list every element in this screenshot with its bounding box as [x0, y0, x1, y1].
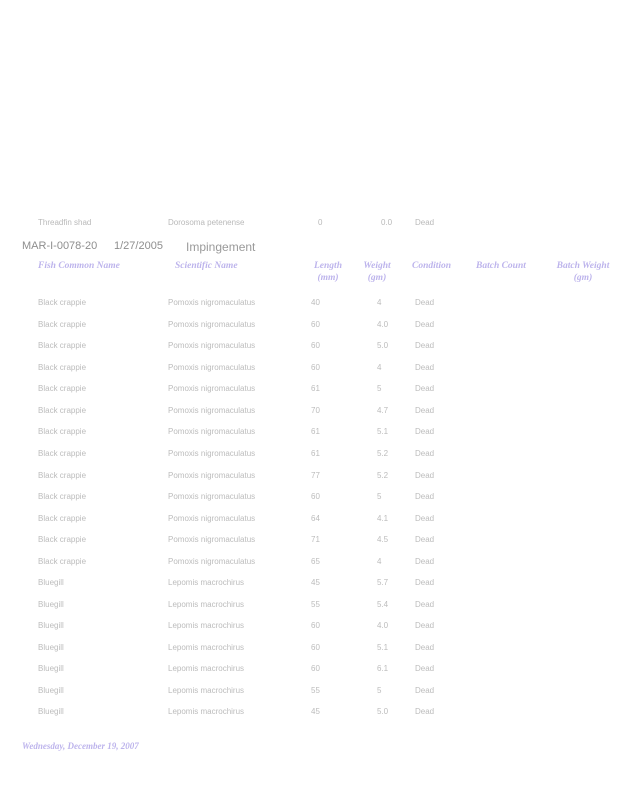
weight-cell: 4 [377, 557, 382, 566]
common-name-cell: Black crappie [38, 449, 87, 458]
weight-cell: 5.1 [377, 643, 389, 652]
weight-cell: 5 [377, 492, 382, 501]
table-row [0, 557, 618, 571]
common-name-cell: Black crappie [38, 384, 87, 393]
length-cell: 60 [311, 621, 320, 630]
common-name-cell: Bluegill [38, 578, 64, 587]
common-name-cell: Black crappie [38, 406, 87, 415]
column-headers [0, 260, 618, 290]
scientific-name-cell: Lepomis macrochirus [168, 686, 245, 695]
length-cell: 64 [311, 514, 320, 523]
column-header-condition: Condition [412, 261, 452, 271]
length-cell: 60 [311, 341, 320, 350]
scientific-name-cell: Lepomis macrochirus [168, 664, 245, 673]
condition-cell: Dead [415, 218, 435, 227]
length-cell: 40 [311, 298, 320, 307]
scientific-name-cell: Lepomis macrochirus [168, 600, 245, 609]
scientific-name-cell: Pomoxis nigromaculatus [168, 320, 256, 329]
table-row [0, 471, 618, 485]
common-name-cell: Bluegill [38, 686, 64, 695]
condition-cell: Dead [415, 320, 435, 329]
weight-cell: 5.0 [377, 341, 389, 350]
weight-cell: 5.0 [377, 707, 389, 716]
length-cell: 60 [311, 320, 320, 329]
length-cell: 60 [311, 363, 320, 372]
weight-cell: 0.0 [381, 218, 393, 227]
column-header-batch-count: Batch Count [476, 261, 526, 271]
common-name-cell: Bluegill [38, 643, 64, 652]
table-row [0, 427, 618, 441]
weight-cell: 4 [377, 363, 382, 372]
condition-cell: Dead [415, 621, 435, 630]
condition-cell: Dead [415, 341, 435, 350]
length-cell: 70 [311, 406, 320, 415]
length-cell: 60 [311, 643, 320, 652]
scientific-name-cell: Pomoxis nigromaculatus [168, 492, 256, 501]
scientific-name-cell: Pomoxis nigromaculatus [168, 406, 256, 415]
column-header-scientific-name: Scientific Name [175, 261, 238, 271]
table-row [0, 514, 618, 528]
table-row [0, 449, 618, 463]
common-name-cell: Bluegill [38, 707, 64, 716]
weight-cell: 4.0 [377, 621, 389, 630]
table-row [0, 621, 618, 635]
previous-record-row [0, 218, 618, 232]
record-header [0, 240, 618, 256]
length-cell: 71 [311, 535, 320, 544]
condition-cell: Dead [415, 492, 435, 501]
weight-cell: 4.5 [377, 535, 389, 544]
condition-cell: Dead [415, 686, 435, 695]
length-cell: 0 [318, 218, 323, 227]
condition-cell: Dead [415, 427, 435, 436]
length-cell: 61 [311, 427, 320, 436]
length-cell: 61 [311, 384, 320, 393]
condition-cell: Dead [415, 707, 435, 716]
weight-cell: 4.7 [377, 406, 389, 415]
common-name-cell: Black crappie [38, 535, 87, 544]
table-row [0, 341, 618, 355]
table-row [0, 707, 618, 721]
condition-cell: Dead [415, 535, 435, 544]
length-cell: 65 [311, 557, 320, 566]
weight-cell: 4.0 [377, 320, 389, 329]
common-name-cell: Black crappie [38, 341, 87, 350]
scientific-name-cell: Lepomis macrochirus [168, 707, 245, 716]
table-row [0, 406, 618, 420]
scientific-name-cell: Lepomis macrochirus [168, 578, 245, 587]
length-cell: 45 [311, 578, 320, 587]
condition-cell: Dead [415, 298, 435, 307]
condition-cell: Dead [415, 514, 435, 523]
scientific-name-cell: Pomoxis nigromaculatus [168, 298, 256, 307]
table-row [0, 686, 618, 700]
column-header-weight: Weight (gm) [363, 261, 391, 283]
scientific-name-cell: Pomoxis nigromaculatus [168, 363, 256, 372]
table-row [0, 384, 618, 398]
scientific-name-cell: Dorosoma petenense [168, 218, 245, 227]
common-name-cell: Black crappie [38, 427, 87, 436]
table-row [0, 664, 618, 678]
condition-cell: Dead [415, 384, 435, 393]
table-row [0, 643, 618, 657]
weight-cell: 5.2 [377, 449, 389, 458]
scientific-name-cell: Pomoxis nigromaculatus [168, 514, 256, 523]
common-name-cell: Black crappie [38, 471, 87, 480]
common-name-cell: Black crappie [38, 363, 87, 372]
condition-cell: Dead [415, 363, 435, 372]
column-header-length: Length (mm) [314, 261, 342, 283]
table-row [0, 578, 618, 592]
footer-date: Wednesday, December 19, 2007 [22, 741, 139, 751]
table-row [0, 363, 618, 377]
common-name-cell: Threadfin shad [38, 218, 92, 227]
weight-cell: 5.2 [377, 471, 389, 480]
weight-cell: 5.7 [377, 578, 389, 587]
length-cell: 77 [311, 471, 320, 480]
weight-cell: 5.4 [377, 600, 389, 609]
condition-cell: Dead [415, 406, 435, 415]
column-header-common-name: Fish Common Name [38, 261, 120, 271]
common-name-cell: Bluegill [38, 621, 64, 630]
record-location: Impingement [186, 240, 256, 254]
condition-cell: Dead [415, 578, 435, 587]
scientific-name-cell: Pomoxis nigromaculatus [168, 535, 256, 544]
condition-cell: Dead [415, 557, 435, 566]
condition-cell: Dead [415, 664, 435, 673]
record-date: 1/27/2005 [114, 240, 163, 252]
weight-cell: 4.1 [377, 514, 389, 523]
length-cell: 55 [311, 686, 320, 695]
common-name-cell: Black crappie [38, 320, 87, 329]
scientific-name-cell: Pomoxis nigromaculatus [168, 427, 256, 436]
length-cell: 60 [311, 664, 320, 673]
common-name-cell: Black crappie [38, 514, 87, 523]
scientific-name-cell: Lepomis macrochirus [168, 643, 245, 652]
weight-cell: 4 [377, 298, 382, 307]
table-row [0, 535, 618, 549]
common-name-cell: Bluegill [38, 600, 64, 609]
scientific-name-cell: Pomoxis nigromaculatus [168, 384, 256, 393]
condition-cell: Dead [415, 449, 435, 458]
record-id: MAR-I-0078-20 [22, 240, 98, 252]
weight-cell: 5.1 [377, 427, 389, 436]
weight-cell: 5 [377, 384, 382, 393]
scientific-name-cell: Pomoxis nigromaculatus [168, 341, 256, 350]
scientific-name-cell: Pomoxis nigromaculatus [168, 471, 256, 480]
scientific-name-cell: Lepomis macrochirus [168, 621, 245, 630]
scientific-name-cell: Pomoxis nigromaculatus [168, 449, 256, 458]
length-cell: 45 [311, 707, 320, 716]
weight-cell: 6.1 [377, 664, 389, 673]
length-cell: 61 [311, 449, 320, 458]
condition-cell: Dead [415, 471, 435, 480]
table-row [0, 492, 618, 506]
table-row [0, 600, 618, 614]
common-name-cell: Black crappie [38, 492, 87, 501]
weight-cell: 5 [377, 686, 382, 695]
column-header-batch-weight: Batch Weight (gm) [556, 261, 610, 283]
common-name-cell: Black crappie [38, 298, 87, 307]
table-row [0, 298, 618, 312]
condition-cell: Dead [415, 643, 435, 652]
common-name-cell: Black crappie [38, 557, 87, 566]
common-name-cell: Bluegill [38, 664, 64, 673]
length-cell: 55 [311, 600, 320, 609]
table-row [0, 320, 618, 334]
scientific-name-cell: Pomoxis nigromaculatus [168, 557, 256, 566]
condition-cell: Dead [415, 600, 435, 609]
length-cell: 60 [311, 492, 320, 501]
